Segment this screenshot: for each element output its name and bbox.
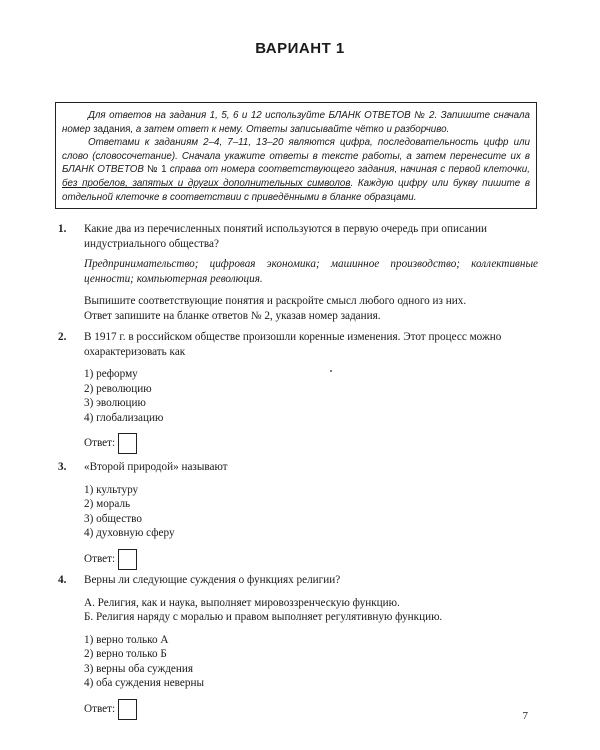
option: 1) верно только А	[84, 633, 169, 646]
option: 2) мораль	[84, 498, 131, 510]
question-text: «Второй природой» называют	[84, 461, 228, 473]
question-text: Верны ли следующие суждения о функциях религии?	[84, 574, 341, 586]
answer-row	[84, 549, 538, 570]
page-number: 7	[522, 710, 528, 722]
question-4	[58, 573, 538, 720]
option: 4) глобализацию	[84, 411, 164, 424]
statement-a: А. Религия, как и наука, выполняет мировоззренческую функцию.	[84, 596, 400, 609]
question-number: 3.	[58, 461, 67, 473]
option: 1) культуру	[84, 483, 139, 496]
answer-box[interactable]	[118, 433, 137, 454]
answer-box[interactable]	[118, 549, 137, 570]
instructions-box	[55, 102, 537, 209]
answer-row	[84, 433, 538, 454]
options-list	[84, 483, 538, 541]
option: 3) эволюцию	[84, 397, 146, 409]
question-1	[58, 222, 538, 323]
answer-label: Ответ:	[84, 702, 116, 715]
question-number: 2.	[58, 331, 67, 343]
options-list	[84, 633, 538, 691]
page-title: ВАРИАНТ 1	[255, 40, 345, 57]
option: 4) оба суждения неверны	[84, 677, 204, 689]
question-2	[58, 330, 538, 454]
instructions-paragraph-2: Ответами к заданиям 2–4, 7–11, 13–20 являются цифра, последовательность цифр или слово (словосочетание). Сначала укажите ответы в тексте работы, а затем перенесите их в БЛАНК ОТВЕТОВ № 1 справа от номера соответствующего задания, начиная с первой клеточки, без пробелов, запятых и других дополнительных символов. Каждую цифру или букву пишите в отдельной клеточке в соответствии с приведёнными в бланке образцами.	[62, 137, 530, 203]
question-3	[58, 460, 538, 570]
question-text: В 1917 г. в российском обществе произошли коренные изменения. Этот процесс можно охарактеризовать как	[84, 331, 502, 358]
instruction-line: Ответ запишите на бланке ответов № 2, указав номер задания.	[84, 309, 381, 322]
concept-list: Предпринимательство; цифровая экономика; машинное производство; коллективные ценности; компьютерная революция.	[84, 258, 538, 285]
instruction-line: Выпишите соответствующие понятия и раскройте смысл любого одного из них.	[84, 295, 467, 307]
answer-row	[84, 699, 538, 720]
option: 2) революцию	[84, 382, 152, 395]
answer-label: Ответ:	[84, 552, 116, 565]
question-number: 1.	[58, 223, 67, 235]
statement-b: Б. Религия наряду с моралью и правом выполняет регулятивную функцию.	[84, 611, 443, 623]
question-text: Какие два из перечисленных понятий используются в первую очередь при описании индустриального общества?	[84, 223, 487, 250]
option: 4) духовную сферу	[84, 527, 175, 539]
instructions-paragraph-1: Для ответов на задания 1, 5, 6 и 12 используйте БЛАНК ОТВЕТОВ № 2. Запишите сначала номер задания, а затем ответ к нему. Ответы записывайте чётко и разборчиво.	[62, 110, 530, 135]
print-speck	[330, 370, 332, 372]
option: 3) общество	[84, 512, 142, 525]
answer-box[interactable]	[118, 699, 137, 720]
option: 2) верно только Б	[84, 648, 167, 660]
options-list	[84, 367, 538, 425]
question-number: 4.	[58, 574, 67, 586]
answer-label: Ответ:	[84, 437, 116, 450]
option: 1) реформу	[84, 368, 138, 380]
option: 3) верны оба суждения	[84, 662, 194, 675]
